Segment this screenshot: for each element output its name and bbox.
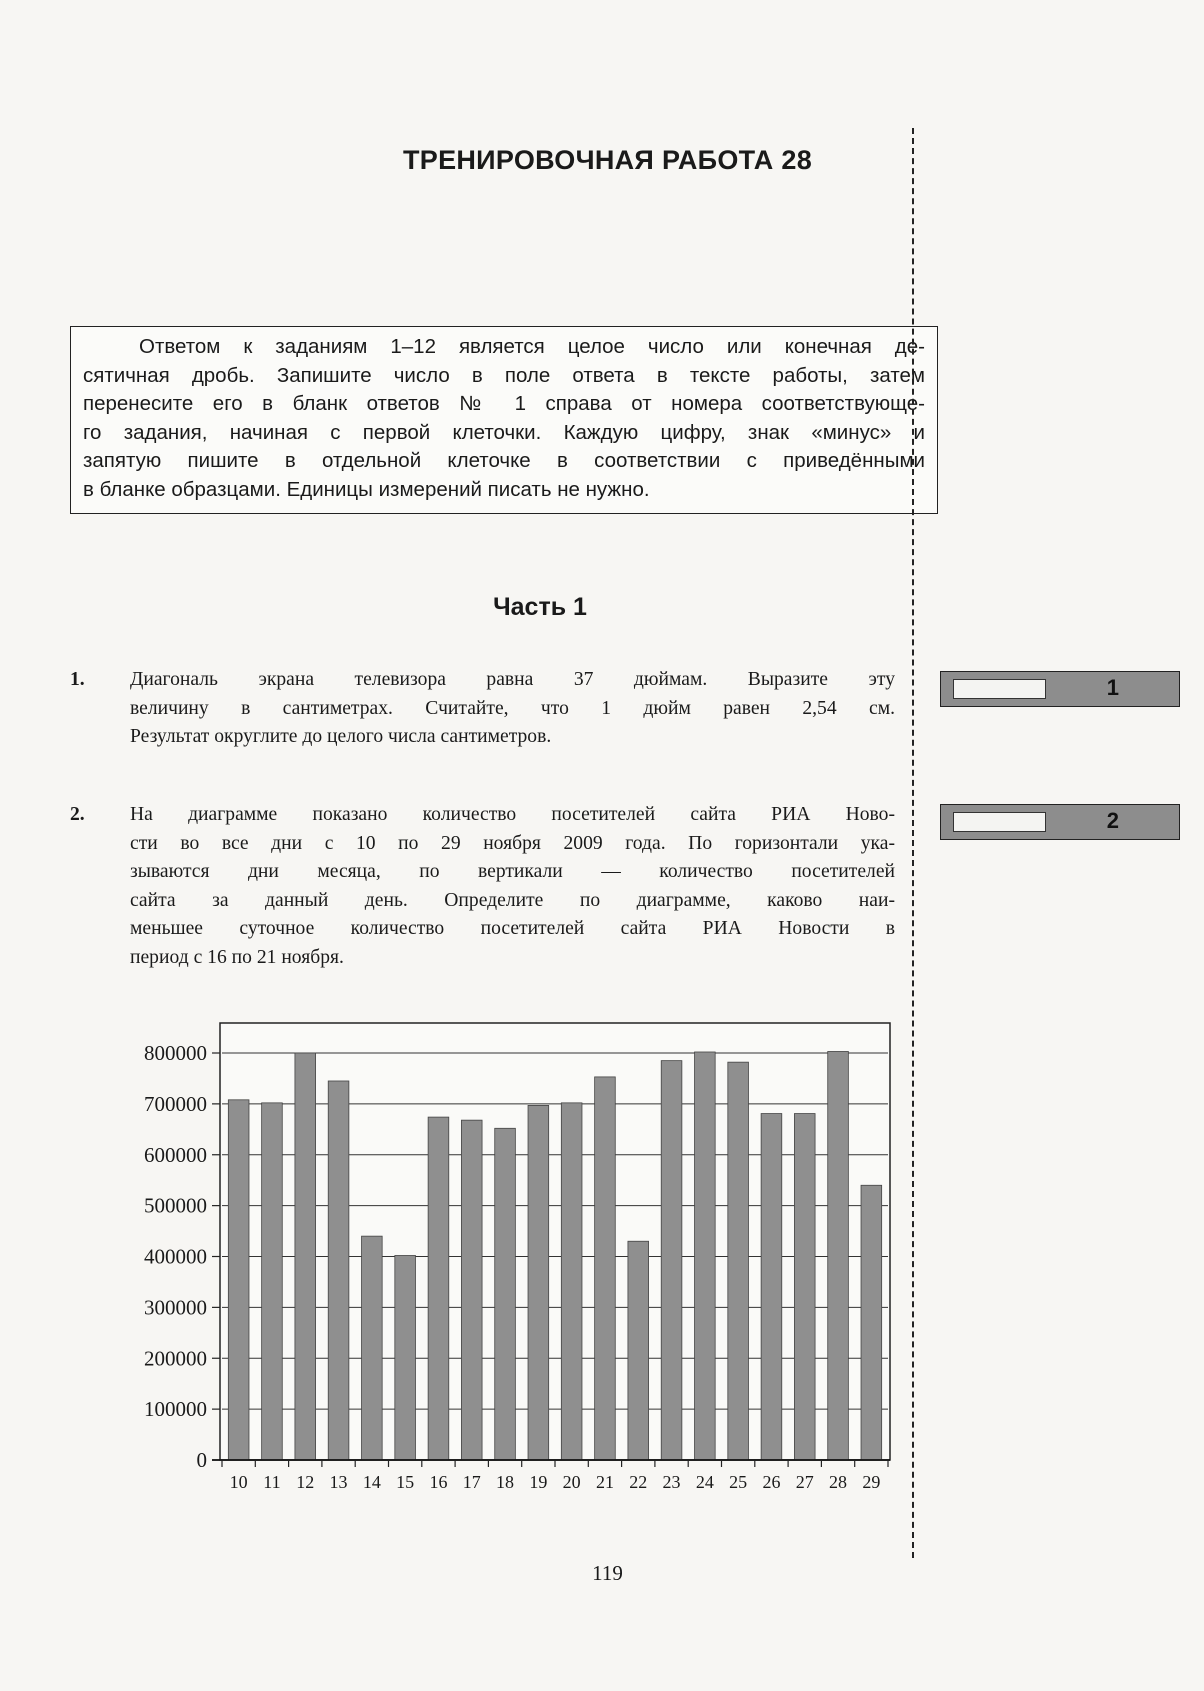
instructions-line: в бланке образцами. Единицы измерений писать не нужно. [83, 477, 650, 501]
bar [828, 1051, 849, 1460]
x-tick-label: 10 [229, 1472, 248, 1492]
answer-box-2 [940, 804, 1180, 840]
x-tick-label: 18 [496, 1472, 515, 1492]
bar [362, 1236, 383, 1460]
instructions-line: перенесите его в бланк ответов № 1 справа от номера соответствующе- [83, 392, 925, 416]
answer-label: 1 [1106, 675, 1119, 700]
task-text-line: На диаграмме показано количество посетителей сайта РИА Ново- [130, 804, 895, 825]
page-number: 119 [592, 1561, 623, 1585]
task-2 [70, 801, 895, 972]
x-tick-label: 15 [396, 1472, 415, 1492]
bar [262, 1103, 283, 1460]
x-tick-label: 12 [296, 1472, 315, 1492]
x-tick-label: 14 [362, 1472, 381, 1492]
task-number: 1. [70, 669, 85, 690]
x-tick-label: 23 [662, 1472, 681, 1492]
bar [761, 1114, 782, 1460]
task-text-line: зываются дни месяца, по вертикали — количество посетителей [130, 861, 895, 882]
bar [728, 1062, 749, 1460]
answer-field-1[interactable] [953, 679, 1046, 699]
task-text-line: период с 16 по 21 ноября. [130, 946, 344, 968]
x-tick-label: 13 [329, 1472, 348, 1492]
answer-label: 2 [1106, 808, 1119, 833]
y-tick-label: 400000 [144, 1244, 207, 1269]
cut-line [912, 128, 914, 1558]
y-tick-label: 600000 [144, 1142, 207, 1167]
x-tick-label: 20 [562, 1472, 581, 1492]
instructions-box [70, 326, 938, 514]
x-tick-label: 26 [762, 1472, 781, 1492]
y-tick-label: 500000 [144, 1193, 207, 1218]
task-text-line: меньшее суточное количество посетителей сайта РИА Новости в [130, 918, 895, 939]
bar [794, 1114, 815, 1460]
task-text-line: Результат округлите до целого числа сантиметров. [130, 726, 552, 747]
task-text-line: сайта за данный день. Определите по диаграмме, каково наи- [130, 889, 895, 911]
x-tick-label: 19 [529, 1472, 548, 1492]
bar [595, 1077, 616, 1460]
bar [461, 1120, 482, 1460]
bar [628, 1241, 649, 1460]
instructions-line: Ответом к заданиям 1–12 является целое число или конечная де- [139, 335, 925, 358]
bar [661, 1061, 682, 1460]
x-tick-label: 16 [429, 1472, 448, 1492]
task-1 [70, 666, 895, 752]
x-tick-label: 25 [729, 1472, 748, 1492]
bar [395, 1255, 416, 1460]
bar [328, 1081, 349, 1460]
x-tick-label: 27 [795, 1472, 814, 1492]
task-text-line: величину в сантиметрах. Считайте, что 1 дюйм равен 2,54 см. [130, 697, 895, 719]
bar [861, 1185, 882, 1460]
bar [495, 1128, 516, 1460]
bar [695, 1052, 716, 1460]
y-tick-label: 700000 [144, 1091, 207, 1116]
x-tick-label: 22 [629, 1472, 648, 1492]
bar [561, 1103, 582, 1460]
bar [528, 1105, 549, 1460]
bar [428, 1117, 449, 1460]
x-tick-label: 28 [829, 1472, 848, 1492]
x-tick-label: 24 [695, 1472, 714, 1492]
instructions-line: го задания, начиная с первой клеточки. Каждую цифру, знак «минус» и [83, 420, 925, 444]
instructions-line: сятичная дробь. Запишите число в поле ответа в тексте работы, затем [83, 363, 925, 387]
answer-box-1 [940, 671, 1180, 707]
task-text-line: Диагональ экрана телевизора равна 37 дюймам. Выразите эту [130, 669, 895, 690]
bar [295, 1053, 316, 1460]
part-title: Часть 1 [493, 593, 587, 621]
y-tick-label: 200000 [144, 1346, 207, 1371]
page-title: ТРЕНИРОВОЧНАЯ РАБОТА 28 [402, 145, 813, 175]
x-tick-label: 21 [595, 1472, 614, 1492]
visitors-bar-chart [110, 1015, 900, 1495]
task-number: 2. [70, 804, 85, 825]
x-tick-label: 17 [462, 1472, 481, 1492]
task-text-line: сти во все дни с 10 по 29 ноября 2009 года. По горизонтали ука- [130, 832, 895, 854]
y-tick-label: 0 [196, 1448, 207, 1472]
y-tick-label: 300000 [144, 1295, 207, 1320]
y-tick-label: 800000 [144, 1041, 207, 1065]
x-tick-label: 29 [862, 1472, 881, 1492]
x-tick-label: 11 [263, 1472, 281, 1492]
bar [228, 1100, 249, 1460]
answer-field-2[interactable] [953, 812, 1046, 832]
plot-frame [220, 1023, 890, 1460]
instructions-line: запятую пишите в отдельной клеточке в соответствии с приведёнными [83, 449, 925, 473]
y-tick-label: 100000 [144, 1397, 207, 1422]
